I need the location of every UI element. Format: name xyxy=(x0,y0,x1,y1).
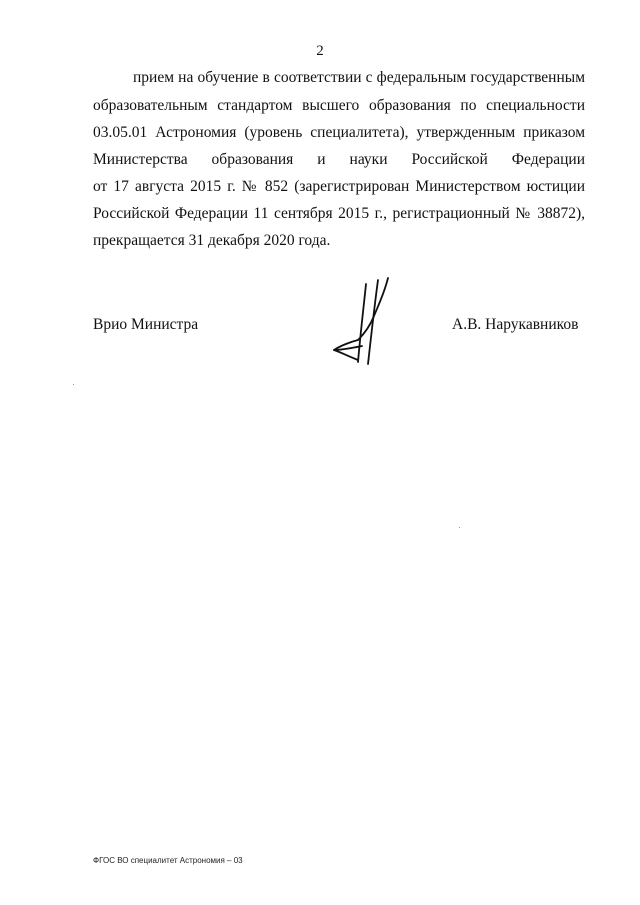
page-number: 2 xyxy=(316,43,324,59)
signer-name: А.В. Нарукавников xyxy=(452,316,579,333)
scan-speck xyxy=(73,384,74,385)
body-line: от 17 августа 2015 г. № 852 (зарегистрирован Министерством юстиции xyxy=(93,178,585,195)
document-footer: ФГОС ВО специалитет Астрономия – 03 xyxy=(93,856,243,865)
body-line: 03.05.01 Астрономия (уровень специалитета), утвержденным приказом xyxy=(93,124,585,141)
signer-title: Врио Министра xyxy=(93,316,199,333)
scan-speck xyxy=(459,527,460,528)
handwritten-signature xyxy=(328,276,398,368)
body-line: Министерства образования и науки Российской Федерации xyxy=(93,151,585,168)
body-line: прием на обучение в соответствии с федеральным государственным xyxy=(133,69,585,86)
body-line: Российской Федерации 11 сентября 2015 г., регистрационный № 38872), xyxy=(93,205,585,222)
body-line: прекращается 31 декабря 2020 года. xyxy=(93,232,331,249)
body-line: образовательным стандартом высшего образования по специальности xyxy=(93,97,585,114)
